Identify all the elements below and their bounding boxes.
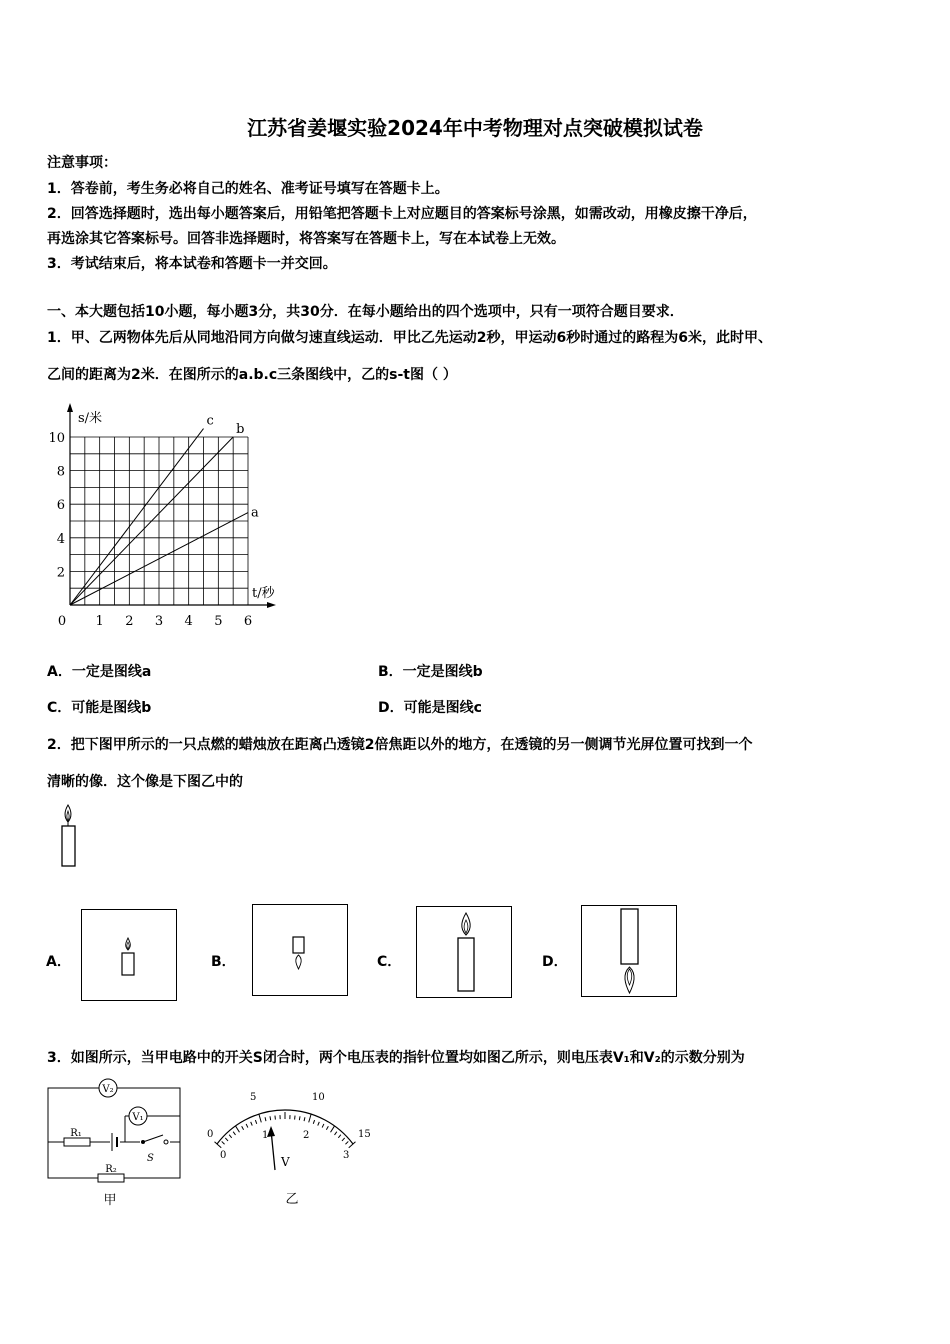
scale-outer-5: 5 — [250, 1092, 257, 1103]
meter-caption: 乙 — [285, 1192, 299, 1207]
resistor-r2-icon — [98, 1174, 124, 1182]
dial-tick — [342, 1138, 345, 1141]
notice-item-2-cont: 再选涂其它答案标号。回答非选择题时，将答案写在答题卡上，写在本试卷上无效。 — [47, 231, 565, 247]
series-label-b: b — [236, 422, 245, 437]
scale-inner-0: 0 — [220, 1150, 227, 1161]
q2-option-a[interactable]: A． — [46, 954, 71, 970]
q2-option-d-box[interactable] — [581, 905, 677, 997]
dial-tick — [259, 1114, 262, 1123]
scale-outer-10: 10 — [312, 1092, 325, 1103]
dial-tick — [225, 1138, 228, 1141]
dial-tick — [251, 1122, 253, 1126]
q1-option-a[interactable]: A．一定是图线a — [47, 664, 152, 680]
q1-option-d[interactable]: D．可能是图线c — [378, 700, 482, 716]
page-title: 江苏省姜堰实验2024年中考物理对点突破模拟试卷 — [247, 116, 703, 140]
dial-tick — [309, 1114, 312, 1123]
q1-text-1: 1．甲、乙两物体先后从同地沿同方向做匀速直线运动．甲比乙先运动2秒，甲运动6秒时通过的路程为6米，此时甲、 — [47, 330, 772, 346]
dial-tick — [299, 1116, 300, 1120]
q1-option-c[interactable]: C．可能是图线b — [47, 700, 152, 716]
dial-tick — [255, 1120, 256, 1124]
dial-tick — [222, 1141, 225, 1144]
notice-heading: 注意事项： — [47, 155, 117, 171]
x-tick-label: 3 — [154, 614, 164, 629]
series-label-c: c — [206, 413, 214, 429]
section-heading: 一、本大题包括10小题，每小题3分，共30分．在每小题给出的四个选项中，只有一项符合题目要求． — [47, 304, 684, 320]
x-tick-label: 5 — [214, 614, 223, 629]
dial-tick — [304, 1117, 305, 1121]
dial-tick — [338, 1135, 341, 1138]
dial-tick — [236, 1126, 240, 1132]
x-tick-label: 4 — [184, 614, 193, 629]
dial-tick — [233, 1132, 235, 1135]
resistor-r2-label: R₂ — [105, 1164, 117, 1175]
battery-icon — [110, 1132, 120, 1152]
y-axis-arrow-icon — [67, 403, 73, 412]
circuit-jia-figure — [40, 1076, 190, 1206]
y-tick-label: 4 — [56, 531, 65, 547]
dial-tick — [318, 1122, 320, 1126]
dial-tick — [322, 1124, 324, 1128]
scale-outer-15: 15 — [358, 1129, 371, 1140]
q2-option-a-box[interactable] — [81, 909, 177, 1001]
notice-item-2: 2．回答选择题时，选出每小题答案后，用铅笔把答题卡上对应题目的答案标号涂黑，如需改动，用橡皮擦干净后， — [47, 206, 757, 222]
q2-option-b-box[interactable] — [252, 904, 348, 996]
small-inverted-candle — [291, 937, 311, 973]
q2-option-b[interactable]: B． — [211, 954, 236, 970]
scale-inner-1: 1 — [262, 1130, 269, 1141]
x-tick-label: 0 — [57, 614, 67, 629]
dial-tick — [242, 1126, 244, 1129]
large-upright-candle — [453, 911, 479, 995]
switch-label: S — [147, 1153, 154, 1164]
st-chart — [40, 400, 290, 630]
q1-text-2: 乙间的距离为2米．在图所示的a.b.c三条图线中，乙的s-t图（ ） — [47, 367, 457, 383]
candle-jia-figure — [55, 804, 83, 870]
q2-text-1: 2．把下图甲所示的一只点燃的蜡烛放在距离凸透镜2倍焦距以外的地方，在透镜的另一侧调节光屏位置可找到一个 — [47, 737, 753, 753]
y-axis-label: s/米 — [78, 411, 103, 426]
notice-item-3: 3．考试结束后，将本试卷和答题卡一并交回。 — [47, 256, 337, 272]
resistor-r1-icon — [64, 1138, 90, 1146]
q2-option-d[interactable]: D． — [542, 954, 568, 970]
y-tick-label: 6 — [56, 498, 65, 514]
y-tick-label: 10 — [48, 431, 65, 446]
dial-tick — [345, 1141, 348, 1144]
x-axis-arrow-icon — [267, 602, 276, 608]
x-tick-label: 6 — [243, 614, 253, 629]
q1-option-b[interactable]: B．一定是图线b — [378, 664, 483, 680]
voltmeter-v1-label: V₁ — [132, 1112, 144, 1123]
dial-tick — [326, 1126, 328, 1129]
x-tick-label: 2 — [125, 614, 134, 629]
q2-option-c[interactable]: C． — [377, 954, 402, 970]
dial-tick — [313, 1120, 314, 1124]
scale-outer-0: 0 — [207, 1129, 214, 1140]
scale-inner-3: 3 — [343, 1150, 350, 1161]
voltmeter-v2-label: V₂ — [102, 1084, 114, 1095]
large-inverted-candle — [617, 909, 643, 995]
scale-inner-2: 2 — [303, 1130, 310, 1141]
series-line-c — [70, 429, 204, 605]
notice-item-1: 1．答卷前，考生务必将自己的姓名、准考证号填写在答题卡上。 — [47, 181, 449, 197]
dial-tick — [270, 1116, 271, 1120]
y-tick-label: 2 — [56, 565, 65, 581]
x-axis-label: t/秒 — [252, 586, 275, 601]
dial-tick — [229, 1135, 232, 1138]
dial-tick — [265, 1117, 266, 1121]
dial-tick — [331, 1126, 335, 1132]
voltmeter-dial-figure — [195, 1082, 385, 1212]
dial-tick — [335, 1132, 337, 1135]
meter-symbol: V — [281, 1155, 290, 1169]
q2-text-2: 清晰的像．这个像是下图乙中的 — [47, 774, 243, 790]
switch-icon — [140, 1135, 170, 1146]
series-label-a: a — [251, 505, 259, 521]
x-tick-label: 1 — [95, 614, 104, 629]
y-tick-label: 8 — [56, 464, 65, 480]
q3-text-1: 3．如图所示，当甲电路中的开关S闭合时，两个电压表的指针位置均如图乙所示，则电压表V₁和V₂的示数分别为 — [47, 1050, 745, 1066]
q2-option-c-box[interactable] — [416, 906, 512, 998]
circuit-caption: 甲 — [103, 1193, 117, 1208]
small-upright-candle — [118, 938, 142, 980]
resistor-r1-label: R₁ — [70, 1128, 82, 1139]
dial-tick — [246, 1124, 248, 1128]
